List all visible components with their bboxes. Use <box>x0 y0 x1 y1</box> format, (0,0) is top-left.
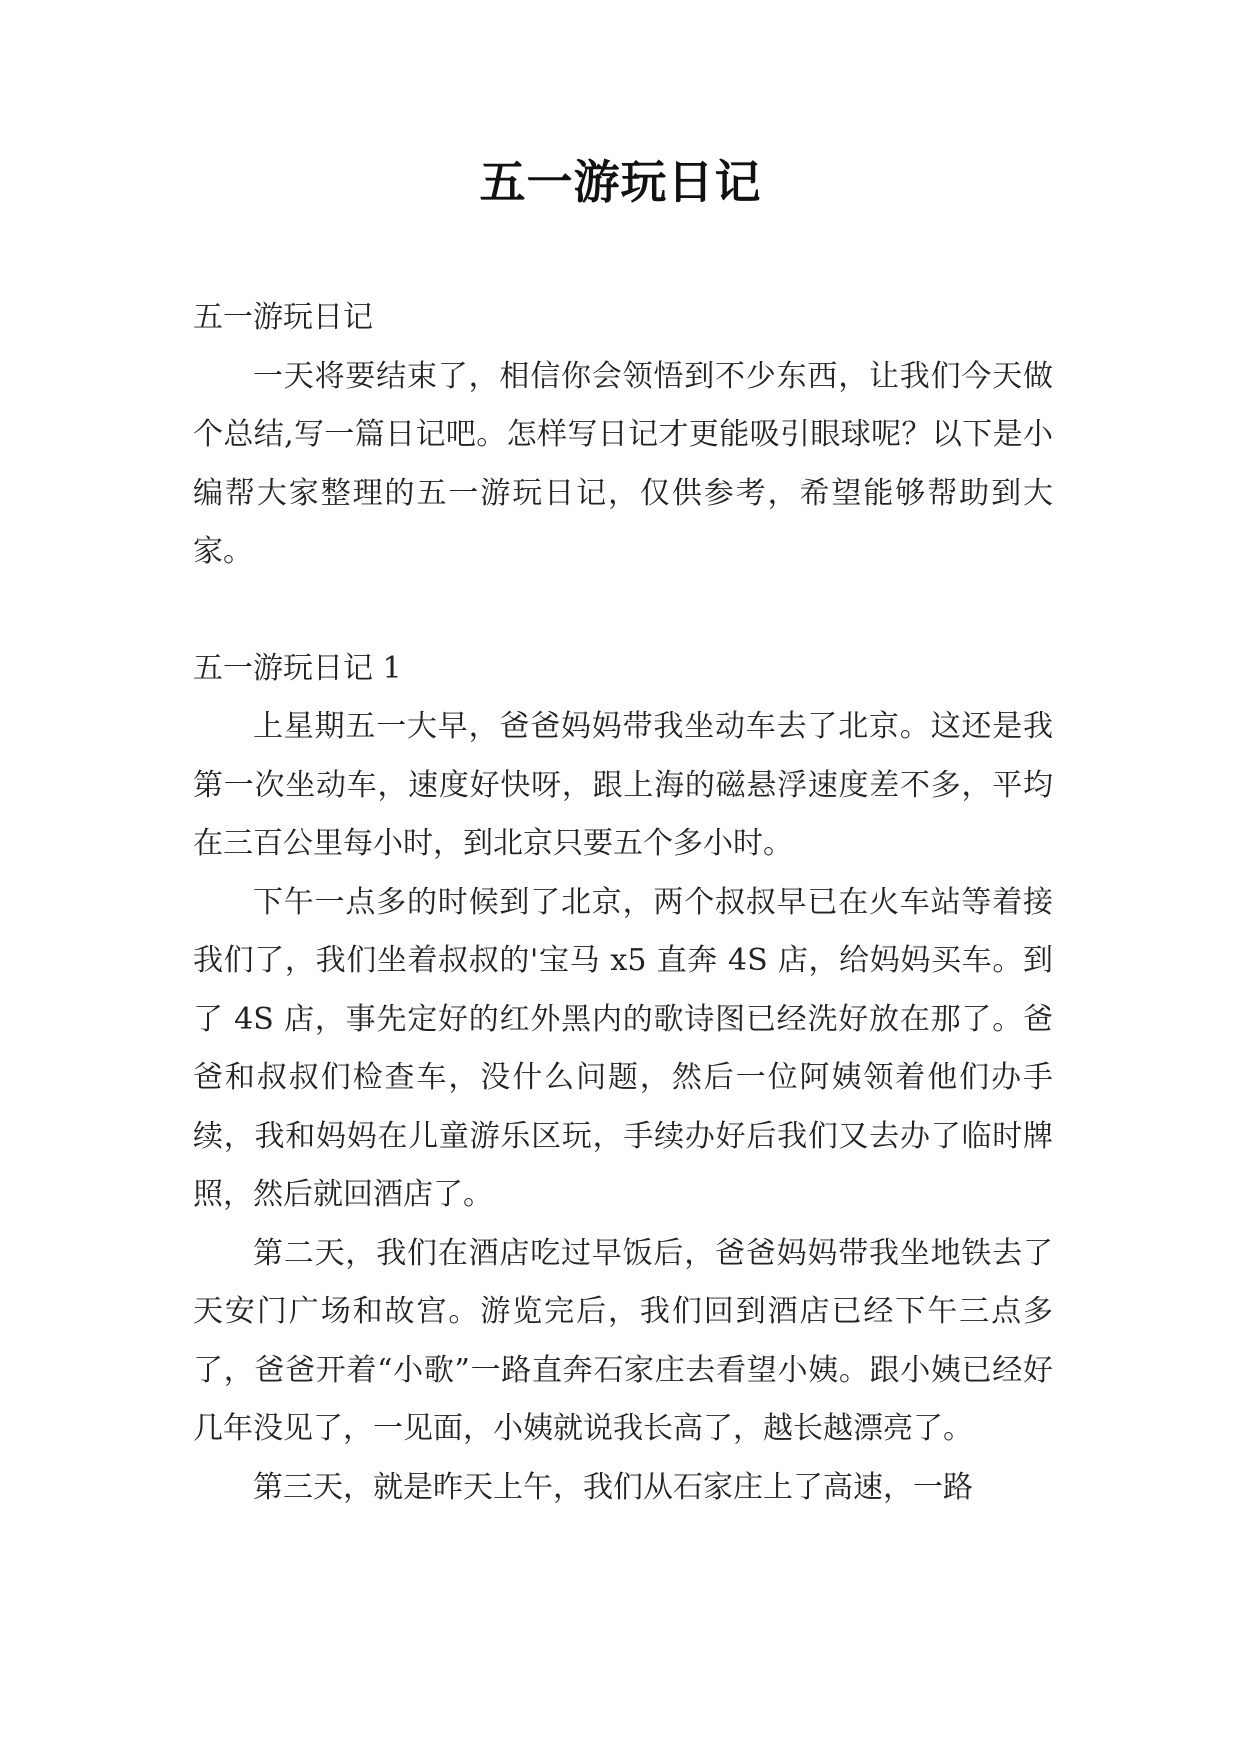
body-paragraph-2: 下午一点多的时候到了北京，两个叔叔早已在火车站等着接我们了，我们坐着叔叔的'宝马 x5 直奔 4S 店，给妈妈买车。到了 4S 店，事先定好的红外黑内的歌诗图已经洗好放在那了。爸爸和叔叔们检查车，没什么问题，然后一位阿姨领着他们办手续，我和妈妈在儿童游乐区玩，手续办好后我们又去办了临时牌照，然后就回酒店了。 <box>193 884 1053 1212</box>
document-body <box>193 289 1053 1517</box>
body-paragraph-1: 上星期五一大早，爸爸妈妈带我坐动车去了北京。这还是我第一次坐动车，速度好快呀，跟上海的磁悬浮速度差不多，平均在三百公里每小时，到北京只要五个多小时。 <box>193 709 1053 861</box>
body-paragraph-3: 第二天，我们在酒店吃过早饭后，爸爸妈妈带我坐地铁去了天安门广场和故宫。游览完后，我们回到酒店已经下午三点多了，爸爸开着“小歌”一路直奔石家庄去看望小姨。跟小姨已经好几年没见了，一见面，小姨就说我长高了，越长越漂亮了。 <box>193 1235 1053 1446</box>
page-title: 五一游玩日记 <box>479 155 762 209</box>
body-paragraph-4: 第三天，就是昨天上午，我们从石家庄上了高速，一路 <box>253 1469 973 1505</box>
intro-heading: 五一游玩日记 <box>193 300 373 335</box>
intro-paragraph: 一天将要结束了，相信你会领悟到不少东西，让我们今天做个总结,写一篇日记吧。怎样写日记才更能吸引眼球呢？以下是小编帮大家整理的五一游玩日记，仅供参考，希望能够帮助到大家。 <box>193 358 1053 569</box>
section-heading: 五一游玩日记 1 <box>193 650 402 686</box>
